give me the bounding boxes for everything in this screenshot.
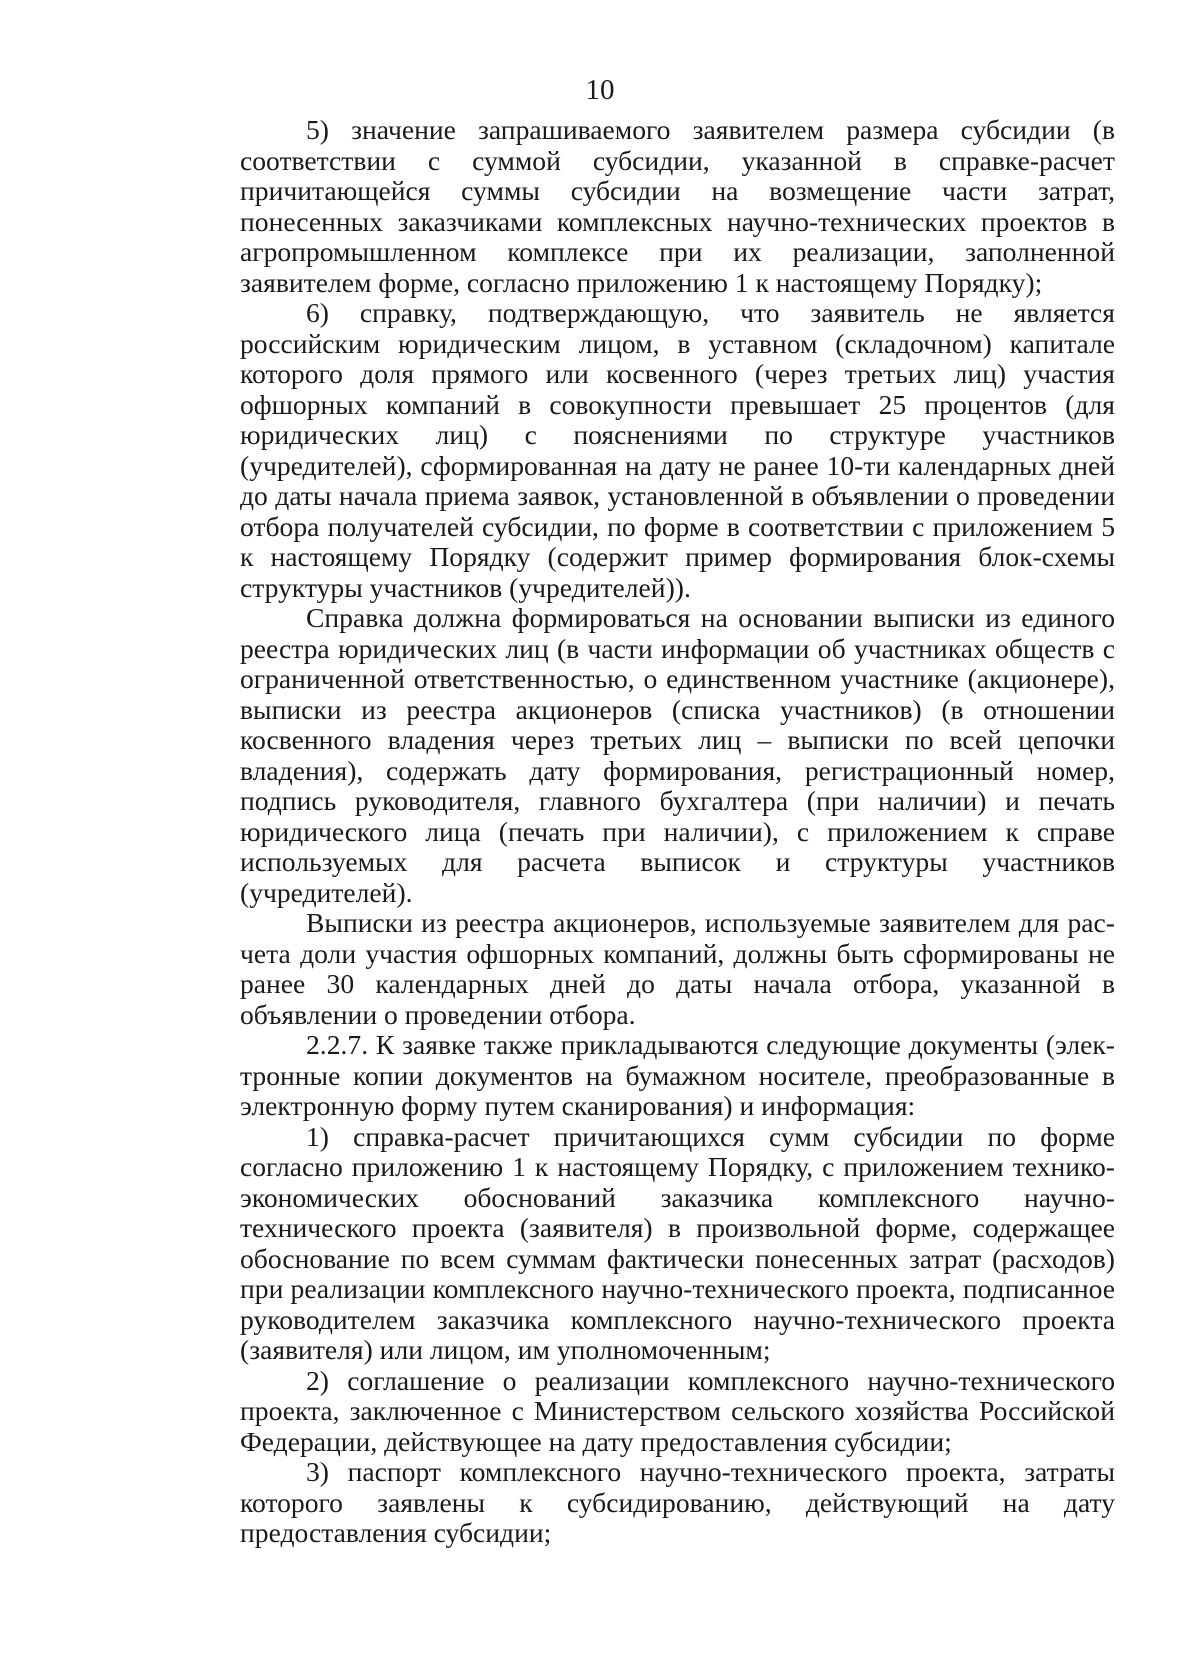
- paragraph-item-6: 6) справку, подтверждающую, что заявитель не является российским юридическим лицом, в уставном (складочном) капитале которого доля прямого или косвенного (через третьих лиц) участия офшорных компаний в совокупности превышает 25 процентов (для юридических лиц) с пояснениями по структуре участников (учредителей), сформированная на дату не ранее 10-ти календарных дней до даты начала приема заявок, установленной в объявлении о проведении отбора получателей субсидии, по форме в соответствии с приложением 5 к настоящему Порядку (содержит пример формирования блок-схемы структуры участников (учредителей)).: [240, 297, 1115, 603]
- document-body: [240, 115, 1115, 1549]
- paragraph-shareholder-extracts: Выписки из реестра акционеров, используемые заявителем для расчета доли участия офшорных компаний, должны быть сформированы не ранее 30 календарных дней до даты начала отбора, указанной в объявлении о проведении отбора.: [240, 907, 1115, 1030]
- paragraph-list-item-1: 1) справка-расчет причитающихся сумм субсидии по форме согласно приложению 1 к настоящему Порядку, с приложением технико-экономических обоснований заказчика комплексного научно-технического проекта (заявителя) в произвольной форме, содержащее обоснование по всем суммам фактически понесенных затрат (расходов) при реализации комплексного научно-технического проекта, подписанное руководителем заказчика комплексного научно-технического проекта (заявителя) или лицом, им уполномоченным;: [240, 1120, 1115, 1365]
- paragraph-certificate-requirements: Справка должна формироваться на основании выписки из единого реестра юридических лиц (в части информации об участниках обществ с ограниченной ответственностью, о единственном участнике (акционере), выписки из реестра акционеров (списка участников) (в отношении косвенного владения через третьих лиц – выписки по всей цепочки владения), содержать дату формирования, регистрационный номер, подпись руководителя, главного бухгалтера (при наличии) и печать юридического лица (печать при наличии), с приложением к справе используемых для расчета выписок и структуры участников (учредителей).: [240, 602, 1115, 908]
- paragraph-list-item-3: 3) паспорт комплексного научно-технического проекта, затраты которого заявлены к субсидированию, действующий на дату предоставления субсидии;: [240, 1456, 1115, 1548]
- paragraph-list-item-2: 2) соглашение о реализации комплексного научно-технического проекта, заключенное с Министерством сельского хозяйства Российской Федерации, действующее на дату предоставления субсидии;: [240, 1364, 1115, 1457]
- paragraph-item-5: 5) значение запрашиваемого заявителем размера субсидии (в соответствии с суммой субсидии, указанной в справке-расчет причитающейся суммы субсидии на возмещение части затрат, понесенных заказчиками комплексных научно-технических проектов в агропромышленном комплексе при их реализации, заполненной заявителем форме, согласно приложению 1 к настоящему Порядку);: [240, 114, 1115, 298]
- paragraph-section-2-2-7: 2.2.7. К заявке также прикладываются следующие документы (электронные копии документов на бумажном носителе, преобразованные в электронную форму путем сканирования) и информация:: [240, 1029, 1115, 1121]
- page-number: 10: [585, 74, 615, 106]
